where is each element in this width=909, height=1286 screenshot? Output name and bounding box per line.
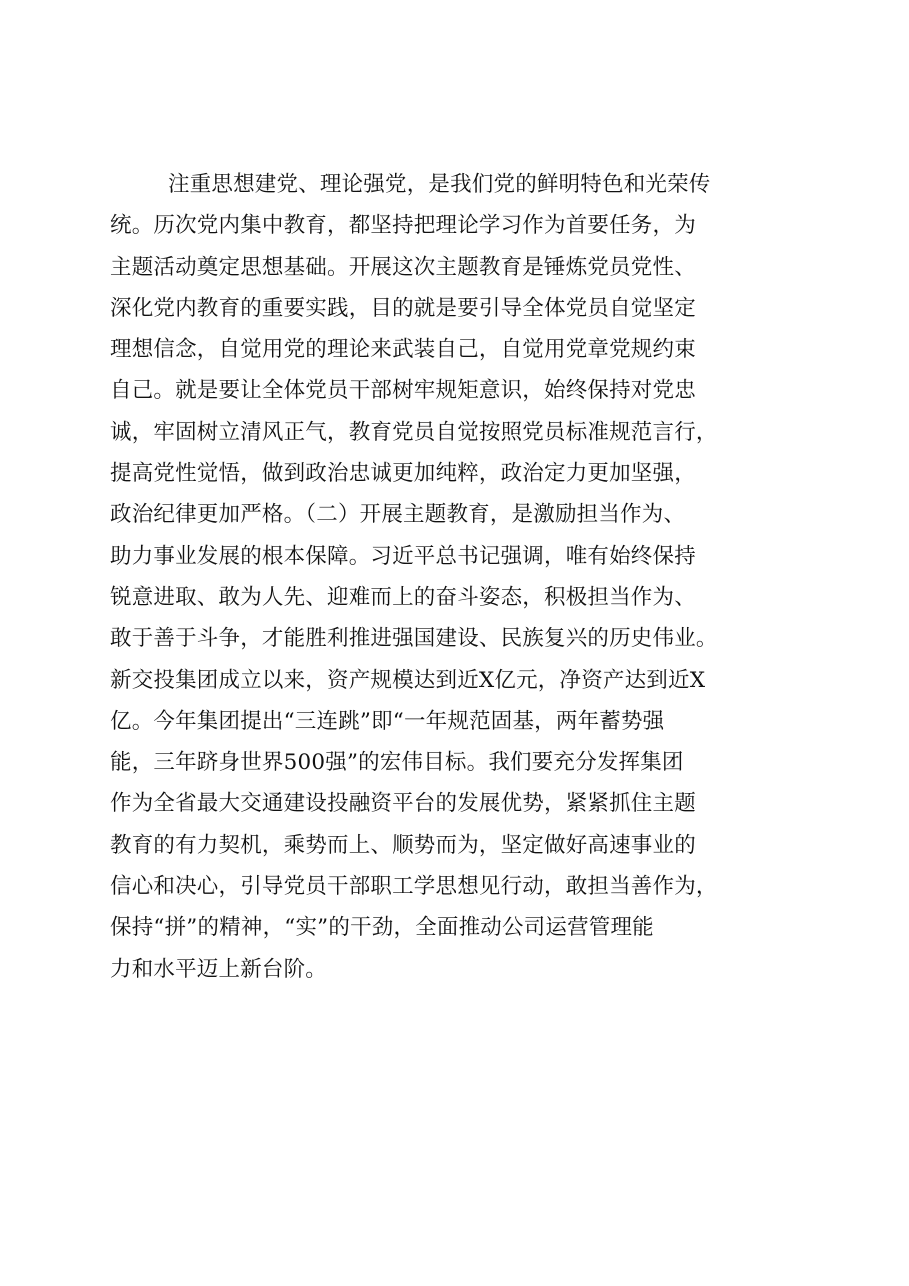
- paragraph-line: 主题活动奠定思想基础。开展这次主题教育是锤炼党员党性、: [110, 254, 696, 280]
- paragraph-line: 助力事业发展的根本保障。习近平总书记强调，唯有始终保持: [110, 543, 696, 569]
- paragraph-line: 亿。今年集团提出“三连跳”即“一年规范固基，两年蓄势强: [110, 708, 665, 734]
- paragraph-line: 教育的有力契机，乘势而上、顺势而为，坚定做好高速事业的: [110, 832, 696, 858]
- paragraph-line: 诚，牢固树立清风正气，教育党员自觉按照党员标准规范言行，: [110, 419, 718, 445]
- body-paragraph: [110, 164, 830, 990]
- paragraph-line: 统。历次党内集中教育，都坚持把理论学习作为首要任务，为: [110, 213, 696, 239]
- paragraph-line: 新交投集团成立以来，资产规模达到近X亿元，净资产达到近X: [110, 667, 706, 693]
- paragraph-line: 政治纪律更加严格。（二）开展主题教育，是激励担当作为、: [110, 502, 686, 528]
- paragraph-line: 能，三年跻身世界500强”的宏伟目标。我们要充分发挥集团: [110, 750, 684, 776]
- paragraph-line: 作为全省最大交通建设投融资平台的发展优势，紧紧抓住主题: [110, 791, 696, 817]
- paragraph-line: 深化党内教育的重要实践，目的就是要引导全体党员自觉坚定: [110, 295, 696, 321]
- paragraph-line: 锐意进取、敢为人先、迎难而上的奋斗姿态，积极担当作为、: [110, 584, 696, 610]
- paragraph-line: 注重思想建党、理论强党，是我们党的鲜明特色和光荣传: [168, 172, 711, 197]
- paragraph-line: 自己。就是要让全体党员干部树牢规矩意识，始终保持对党忠: [110, 378, 696, 404]
- paragraph-line: 保持“拼”的精神，“实”的干劲，全面推动公司运营管理能: [110, 915, 654, 941]
- paragraph-line: 力和水平迈上新台阶。: [110, 956, 328, 982]
- paragraph-line: 提高党性觉悟，做到政治忠诚更加纯粹，政治定力更加坚强，: [110, 461, 696, 487]
- paragraph-line: 信心和决心，引导党员干部职工学思想见行动，敢担当善作为，: [110, 874, 718, 900]
- paragraph-line: 敢于善于斗争，才能胜利推进强国建设、民族复兴的历史伟业。: [110, 626, 718, 652]
- paragraph-line: 理想信念，自觉用党的理论来武装自己，自觉用党章党规约束: [110, 337, 696, 363]
